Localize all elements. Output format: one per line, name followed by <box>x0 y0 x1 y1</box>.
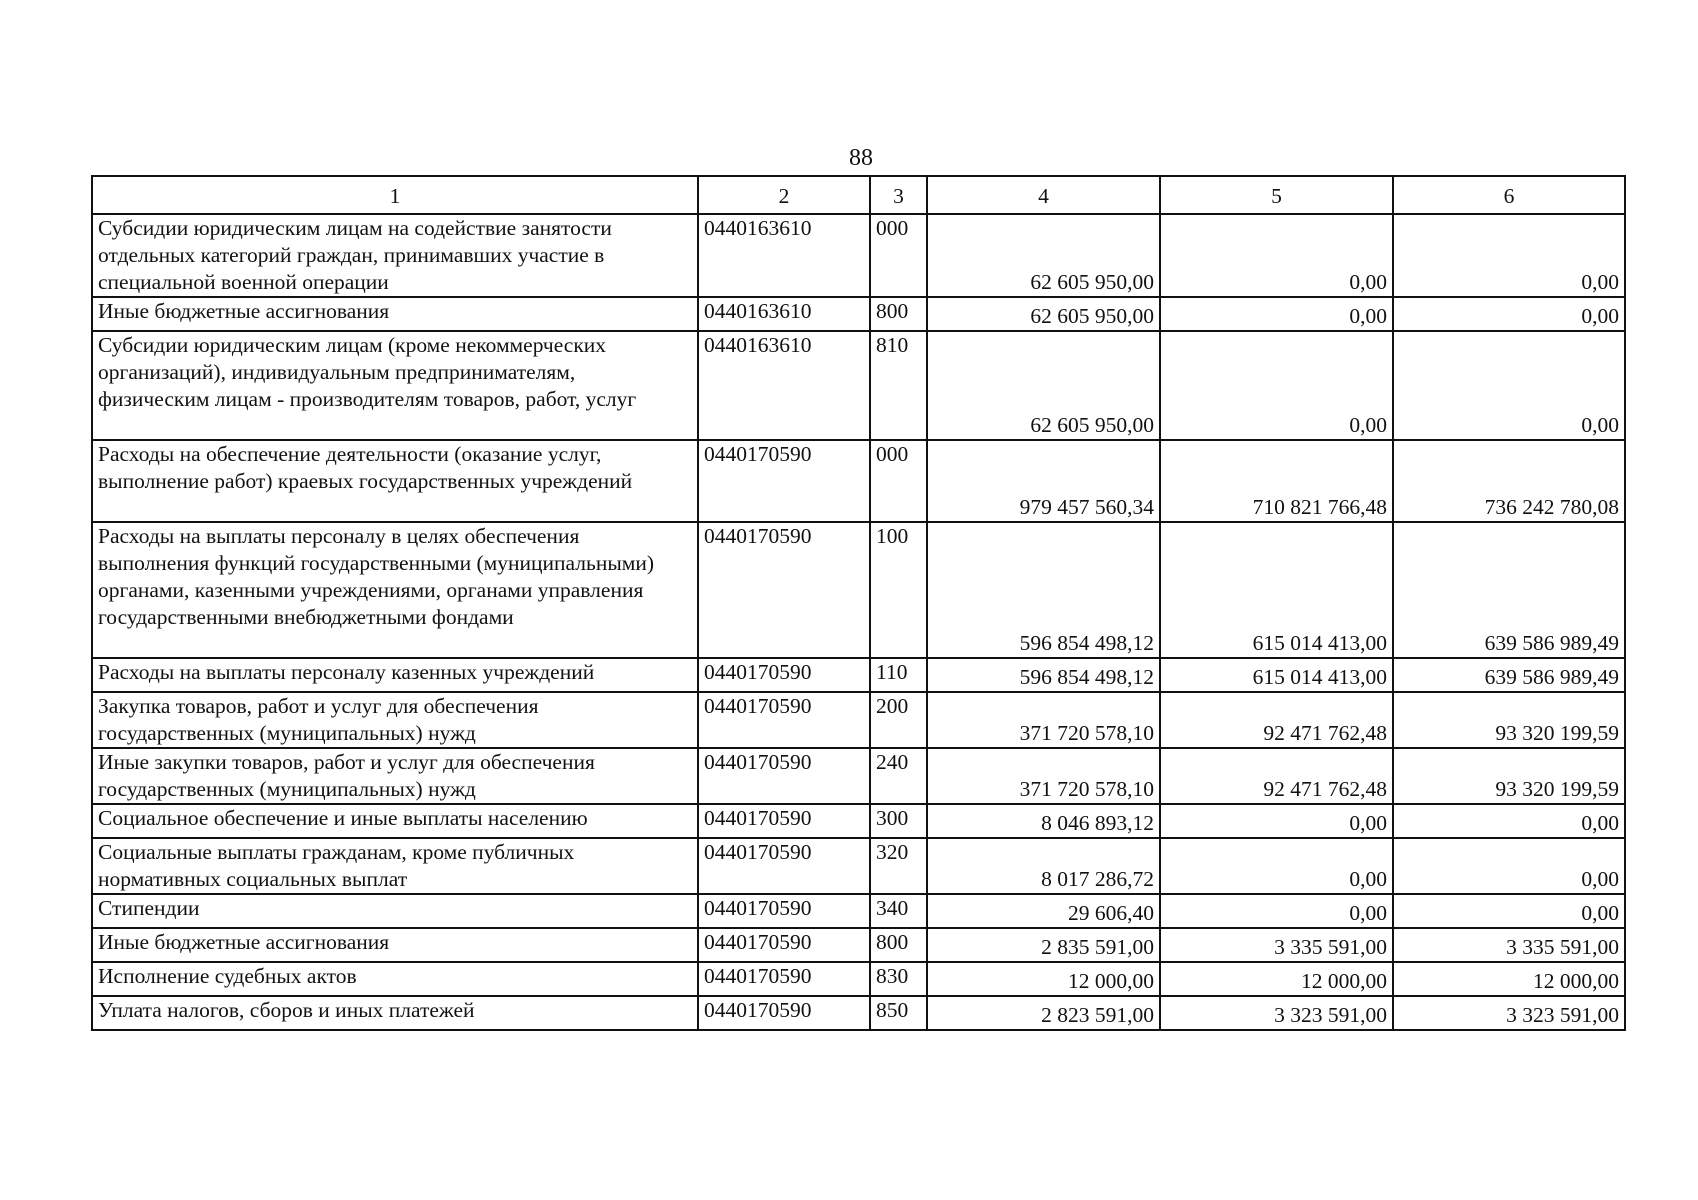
row-name-cell: Иные бюджетные ассигнования <box>92 928 698 962</box>
row-value-4-cell: 12 000,00 <box>927 962 1160 996</box>
row-code-cell: 0440163610 <box>698 297 870 331</box>
row-value-5-cell: 615 014 413,00 <box>1160 658 1393 692</box>
row-name-cell: Закупка товаров, работ и услуг для обеспечения государственных (муниципальных) нужд <box>92 692 698 748</box>
column-header-6: 6 <box>1393 176 1625 214</box>
table-row <box>92 440 1625 522</box>
table-row <box>92 838 1625 894</box>
row-name-cell: Иные закупки товаров, работ и услуг для обеспечения государственных (муниципальных) нужд <box>92 748 698 804</box>
row-kind-cell: 000 <box>870 214 927 297</box>
row-kind-cell: 000 <box>870 440 927 522</box>
table-row <box>92 658 1625 692</box>
row-value-5-cell: 0,00 <box>1160 804 1393 838</box>
row-kind-cell: 300 <box>870 804 927 838</box>
row-value-6-cell: 0,00 <box>1393 214 1625 297</box>
row-value-6-cell: 93 320 199,59 <box>1393 692 1625 748</box>
row-code-cell: 0440170590 <box>698 804 870 838</box>
row-value-5-cell: 92 471 762,48 <box>1160 748 1393 804</box>
row-kind-cell: 800 <box>870 928 927 962</box>
table-row <box>92 996 1625 1030</box>
table-row <box>92 297 1625 331</box>
row-value-5-cell: 92 471 762,48 <box>1160 692 1393 748</box>
row-value-6-cell: 93 320 199,59 <box>1393 748 1625 804</box>
row-value-5-cell: 0,00 <box>1160 331 1393 440</box>
column-header-5: 5 <box>1160 176 1393 214</box>
row-code-cell: 0440163610 <box>698 214 870 297</box>
row-name-cell: Иные бюджетные ассигнования <box>92 297 698 331</box>
row-value-5-cell: 710 821 766,48 <box>1160 440 1393 522</box>
row-value-4-cell: 8 046 893,12 <box>927 804 1160 838</box>
row-value-4-cell: 62 605 950,00 <box>927 297 1160 331</box>
row-kind-cell: 800 <box>870 297 927 331</box>
row-code-cell: 0440170590 <box>698 658 870 692</box>
row-value-4-cell: 29 606,40 <box>927 894 1160 928</box>
row-kind-cell: 850 <box>870 996 927 1030</box>
row-kind-cell: 200 <box>870 692 927 748</box>
row-value-4-cell: 371 720 578,10 <box>927 692 1160 748</box>
table-row <box>92 962 1625 996</box>
row-name-cell: Расходы на выплаты персоналу казенных учреждений <box>92 658 698 692</box>
row-name-cell: Субсидии юридическим лицам на содействие занятости отдельных категорий граждан, принимавших участие в специальной военной операции <box>92 214 698 297</box>
row-code-cell: 0440170590 <box>698 996 870 1030</box>
row-kind-cell: 340 <box>870 894 927 928</box>
table-row <box>92 804 1625 838</box>
row-value-4-cell: 371 720 578,10 <box>927 748 1160 804</box>
row-code-cell: 0440170590 <box>698 692 870 748</box>
row-value-6-cell: 639 586 989,49 <box>1393 658 1625 692</box>
row-value-6-cell: 3 323 591,00 <box>1393 996 1625 1030</box>
row-kind-cell: 320 <box>870 838 927 894</box>
row-value-5-cell: 3 323 591,00 <box>1160 996 1393 1030</box>
row-name-cell: Социальные выплаты гражданам, кроме публичных нормативных социальных выплат <box>92 838 698 894</box>
row-value-6-cell: 0,00 <box>1393 804 1625 838</box>
row-code-cell: 0440170590 <box>698 748 870 804</box>
row-value-4-cell: 596 854 498,12 <box>927 658 1160 692</box>
row-value-4-cell: 62 605 950,00 <box>927 214 1160 297</box>
row-value-4-cell: 979 457 560,34 <box>927 440 1160 522</box>
row-name-cell: Расходы на обеспечение деятельности (оказание услуг, выполнение работ) краевых государственных учреждений <box>92 440 698 522</box>
row-kind-cell: 830 <box>870 962 927 996</box>
column-header-3: 3 <box>870 176 927 214</box>
row-value-4-cell: 8 017 286,72 <box>927 838 1160 894</box>
row-kind-cell: 240 <box>870 748 927 804</box>
row-code-cell: 0440170590 <box>698 440 870 522</box>
row-code-cell: 0440170590 <box>698 894 870 928</box>
row-value-6-cell: 736 242 780,08 <box>1393 440 1625 522</box>
row-name-cell: Расходы на выплаты персоналу в целях обеспечения выполнения функций государственными (муниципальными) органами, казенными учреждениями, органами управления государственными внебюджетными фондами <box>92 522 698 658</box>
budget-table <box>91 175 1626 1031</box>
row-code-cell: 0440170590 <box>698 522 870 658</box>
row-value-5-cell: 0,00 <box>1160 838 1393 894</box>
row-value-5-cell: 3 335 591,00 <box>1160 928 1393 962</box>
row-code-cell: 0440170590 <box>698 928 870 962</box>
row-code-cell: 0440170590 <box>698 962 870 996</box>
column-header-4: 4 <box>927 176 1160 214</box>
row-name-cell: Исполнение судебных актов <box>92 962 698 996</box>
page-number: 88 <box>849 145 873 171</box>
row-value-4-cell: 2 823 591,00 <box>927 996 1160 1030</box>
row-value-5-cell: 0,00 <box>1160 214 1393 297</box>
column-header-2: 2 <box>698 176 870 214</box>
table-row <box>92 331 1625 440</box>
row-value-6-cell: 12 000,00 <box>1393 962 1625 996</box>
row-value-6-cell: 639 586 989,49 <box>1393 522 1625 658</box>
table-row <box>92 522 1625 658</box>
row-value-6-cell: 0,00 <box>1393 297 1625 331</box>
row-value-5-cell: 0,00 <box>1160 297 1393 331</box>
row-value-6-cell: 3 335 591,00 <box>1393 928 1625 962</box>
row-value-6-cell: 0,00 <box>1393 894 1625 928</box>
row-kind-cell: 810 <box>870 331 927 440</box>
row-value-5-cell: 12 000,00 <box>1160 962 1393 996</box>
table-row <box>92 894 1625 928</box>
row-value-5-cell: 0,00 <box>1160 894 1393 928</box>
row-value-4-cell: 2 835 591,00 <box>927 928 1160 962</box>
row-code-cell: 0440163610 <box>698 331 870 440</box>
row-name-cell: Социальное обеспечение и иные выплаты населению <box>92 804 698 838</box>
row-value-5-cell: 615 014 413,00 <box>1160 522 1393 658</box>
row-value-4-cell: 596 854 498,12 <box>927 522 1160 658</box>
column-header-1: 1 <box>92 176 698 214</box>
row-value-6-cell: 0,00 <box>1393 331 1625 440</box>
table-header-row <box>92 176 1625 214</box>
table-row <box>92 748 1625 804</box>
row-kind-cell: 100 <box>870 522 927 658</box>
row-name-cell: Субсидии юридическим лицам (кроме некоммерческих организаций), индивидуальным предпринимателям, физическим лицам - производителям товаров, работ, услуг <box>92 331 698 440</box>
table-row <box>92 928 1625 962</box>
row-kind-cell: 110 <box>870 658 927 692</box>
row-code-cell: 0440170590 <box>698 838 870 894</box>
row-value-4-cell: 62 605 950,00 <box>927 331 1160 440</box>
row-value-6-cell: 0,00 <box>1393 838 1625 894</box>
table-row <box>92 214 1625 297</box>
table-row <box>92 692 1625 748</box>
row-name-cell: Стипендии <box>92 894 698 928</box>
row-name-cell: Уплата налогов, сборов и иных платежей <box>92 996 698 1030</box>
